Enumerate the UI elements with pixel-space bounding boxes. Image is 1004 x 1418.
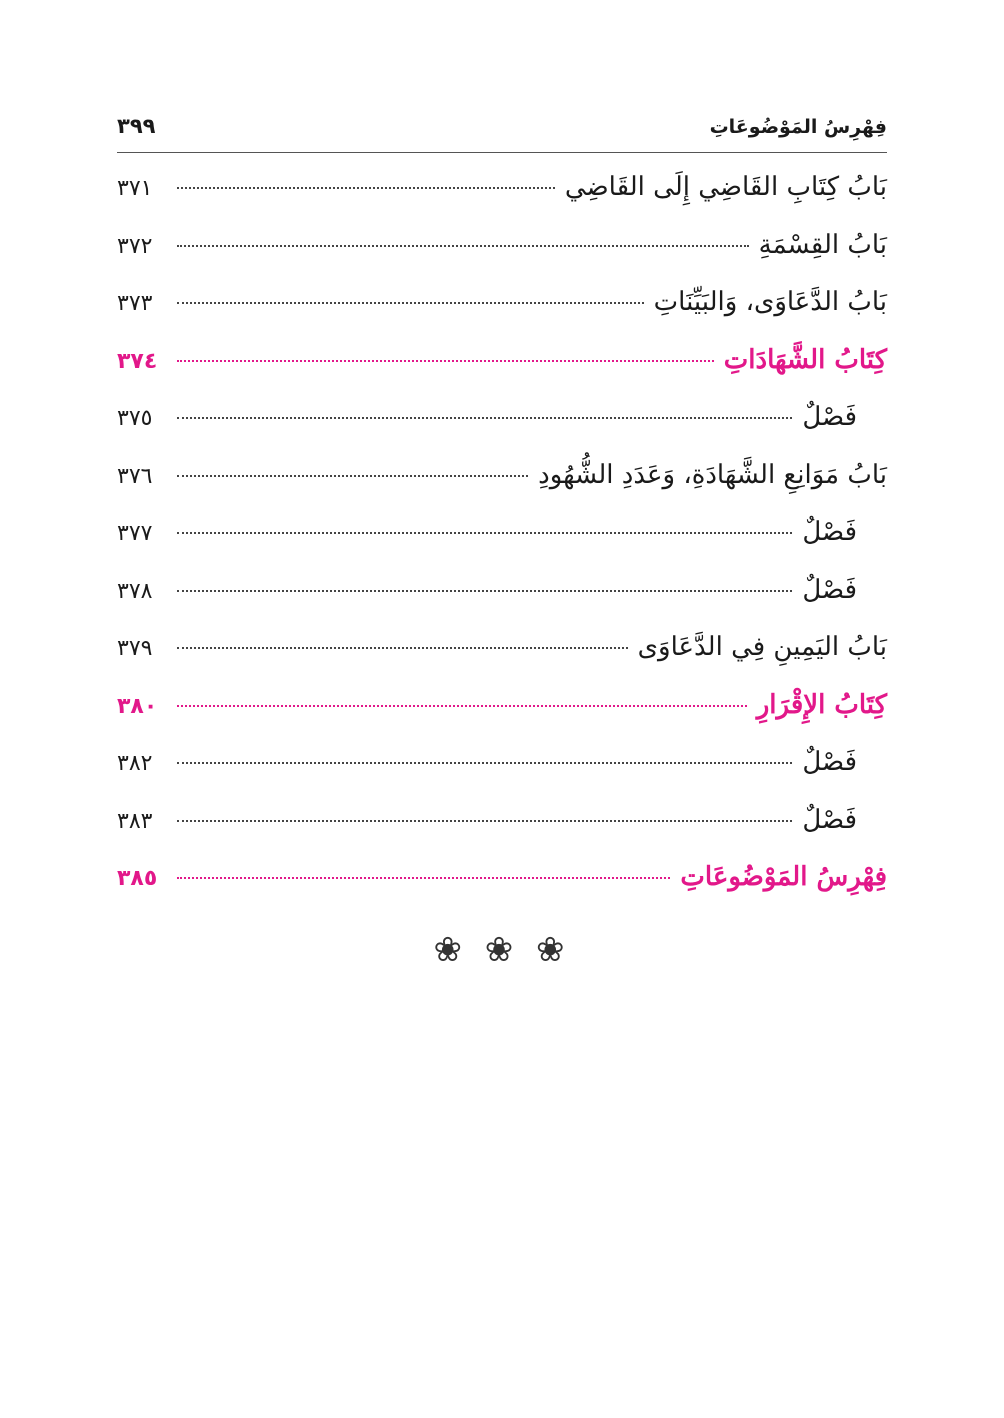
dot-leader [177, 187, 555, 189]
dot-leader [177, 475, 528, 477]
dot-leader [177, 417, 792, 419]
table-of-contents [117, 172, 887, 920]
toc-entry-page: ٣٨٣ [117, 808, 153, 834]
dot-leader [177, 532, 792, 534]
toc-entry-page: ٣٧٥ [117, 406, 153, 431]
toc-entry-title: بَابُ مَوَانِعِ الشَّهَادَةِ، وَعَدَدِ الشُّهُودِ [538, 459, 887, 490]
toc-entry-title: بَابُ كِتَابِ القَاضِي إِلَى القَاضِي [564, 172, 887, 202]
toc-entry[interactable] [117, 747, 887, 805]
toc-entry-title: فَصْلٌ [802, 517, 857, 547]
toc-entry-page: ٣٧٣ [117, 291, 153, 316]
toc-entry[interactable] [117, 230, 887, 288]
toc-entry-page: ٣٧٩ [117, 636, 153, 661]
toc-entry[interactable] [117, 172, 887, 230]
dot-leader [177, 762, 792, 764]
dot-leader [177, 877, 670, 879]
dot-leader [177, 647, 628, 649]
toc-heading-entry[interactable] [117, 690, 887, 748]
toc-entry-page: ٣٧١ [117, 176, 153, 201]
toc-entry-title: بَابُ القِسْمَةِ [758, 229, 887, 260]
toc-entry-page: ٣٨٥ [117, 866, 158, 891]
toc-entry-page: ٣٧٧ [117, 521, 153, 546]
toc-entry[interactable] [117, 287, 887, 345]
flower-ornament-icon: ❀ ❀ ❀ [433, 930, 571, 970]
dot-leader [177, 705, 747, 707]
toc-entry[interactable] [117, 402, 887, 460]
toc-entry-page: ٣٧٦ [117, 463, 153, 489]
toc-entry[interactable] [117, 632, 887, 690]
toc-entry-page: ٣٧٤ [117, 348, 158, 374]
toc-entry[interactable] [117, 575, 887, 633]
dot-leader [177, 590, 792, 592]
toc-entry-page: ٣٨٠ [117, 693, 158, 719]
page-number: ٣٩٩ [117, 114, 156, 138]
dot-leader [177, 302, 644, 304]
toc-entry-page: ٣٧٢ [117, 233, 153, 259]
dot-leader [177, 820, 792, 822]
toc-entry-title: بَابُ الدَّعَاوَى، وَالبَيِّنَاتِ [653, 287, 887, 317]
toc-entry-page: ٣٨٢ [117, 751, 153, 776]
running-title: فِهْرِسُ المَوْضُوعَاتِ [709, 116, 887, 138]
toc-entry[interactable] [117, 517, 887, 575]
toc-heading-entry[interactable] [117, 345, 887, 403]
toc-entry-title: فَصْلٌ [802, 574, 857, 605]
toc-entry[interactable] [117, 460, 887, 518]
dot-leader [177, 245, 749, 247]
toc-entry-title: فَصْلٌ [802, 402, 857, 432]
toc-entry-title: بَابُ اليَمِينِ فِي الدَّعَاوَى [637, 632, 887, 662]
toc-entry-title: كِتَابُ الشَّهَادَاتِ [723, 344, 887, 375]
toc-entry-page: ٣٧٨ [117, 578, 153, 604]
toc-entry[interactable] [117, 805, 887, 863]
toc-entry-title: فَصْلٌ [802, 747, 857, 777]
toc-entry-title: فِهْرِسُ المَوْضُوعَاتِ [680, 862, 887, 892]
dot-leader [177, 360, 714, 362]
toc-entry-title: كِتَابُ الإِقْرَارِ [756, 689, 887, 720]
toc-entry-title: فَصْلٌ [802, 804, 857, 835]
toc-heading-entry[interactable] [117, 862, 887, 920]
running-header [117, 106, 887, 153]
